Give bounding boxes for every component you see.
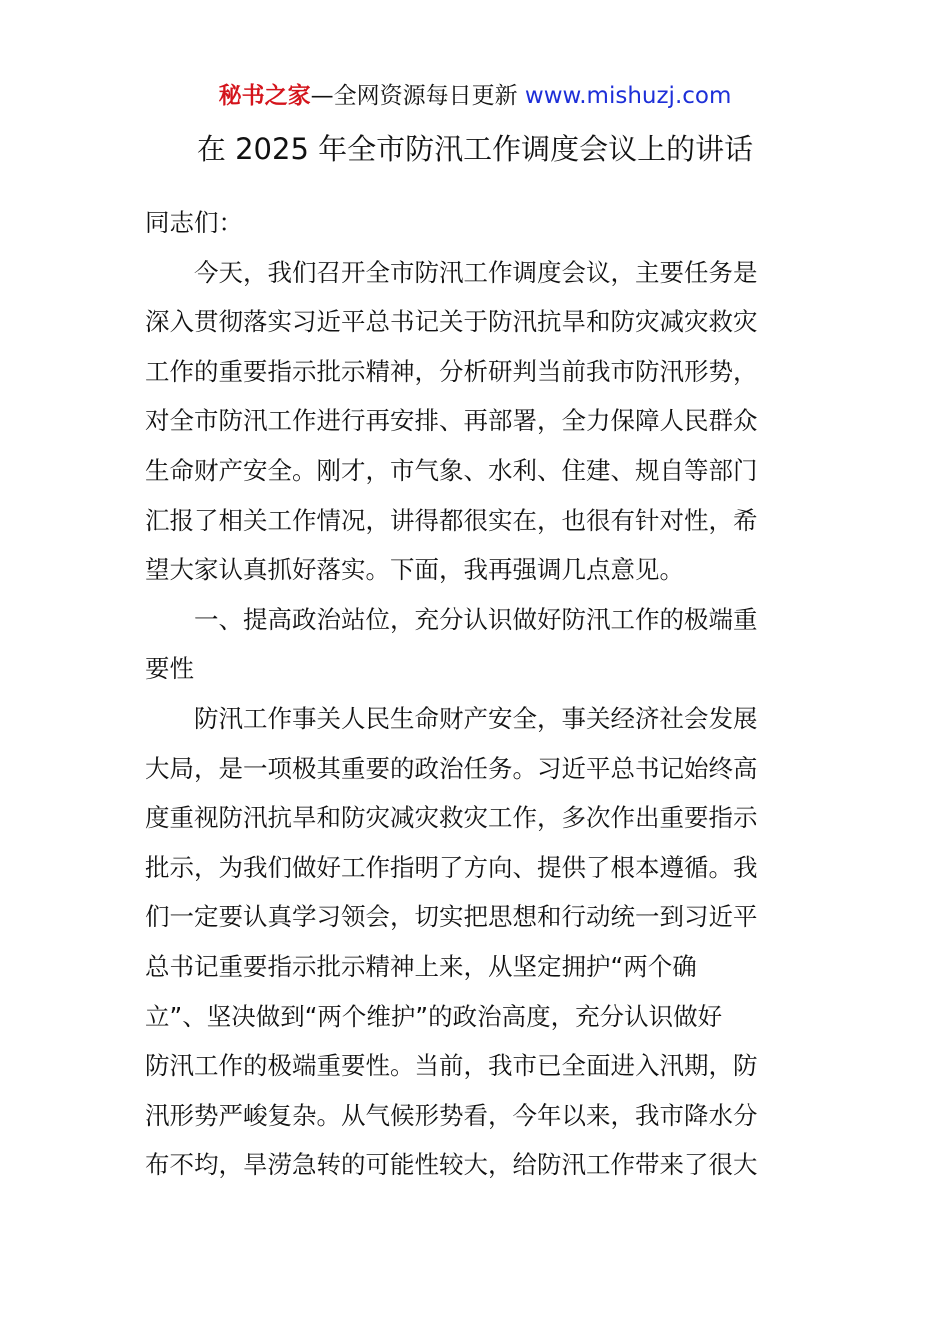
salutation: 同志们： [145,208,243,237]
site-header-banner [0,76,950,116]
paragraph-line: 深入贯彻落实习近平总书记关于防汛抗旱和防灾减灾救灾 [145,307,758,337]
paragraph-line: 立”、坚决做到“两个维护”的政治高度，充分认识做好 [145,1001,723,1031]
paragraph-line: 汛形势严峻复杂。从气候形势看，今年以来，我市降水分 [145,1100,758,1130]
paragraph-line: 度重视防汛抗旱和防灾减灾救灾工作，多次作出重要指示 [145,803,758,833]
paragraph-line: 望大家认真抓好落实。下面，我再强调几点意见。 [145,555,684,585]
paragraph-line: 布不均，旱涝急转的可能性较大，给防汛工作带来了很大 [145,1150,758,1180]
document-body [145,198,815,1190]
paragraph-line: 防汛工作事关人民生命财产安全，事关经济社会发展 [194,703,758,733]
section-heading-line: 要性 [145,654,194,684]
document-title: 在 2025 年全市防汛工作调度会议上的讲话 [196,132,754,166]
paragraph-line: 生命财产安全。刚才，市气象、水利、住建、规自等部门 [145,455,758,485]
paragraph-line: 对全市防汛工作进行再安排、再部署，全力保障人民群众 [145,406,758,436]
site-url-link[interactable]: www.mishuzj.com [524,83,732,109]
section-heading-line: 一、提高政治站位，充分认识做好防汛工作的极端重 [194,604,758,634]
paragraph-line: 总书记重要指示批示精神上来，从坚定拥护“两个确 [145,951,697,981]
paragraph-line: 们一定要认真学习领会，切实把思想和行动统一到习近平 [145,902,758,932]
paragraph-line: 批示，为我们做好工作指明了方向、提供了根本遵循。我 [145,852,758,882]
paragraph-line: 大局，是一项极其重要的政治任务。习近平总书记始终高 [145,753,758,783]
paragraph-line: 今天，我们召开全市防汛工作调度会议，主要任务是 [194,257,758,287]
brand-name: 秘书之家 [218,83,311,109]
paragraph-line: 工作的重要指示批示精神，分析研判当前我市防汛形势， [145,356,758,386]
paragraph-line: 汇报了相关工作情况，讲得都很实在，也很有针对性，希 [145,505,758,535]
header-tagline: —全网资源每日更新 [310,83,525,109]
paragraph-line: 防汛工作的极端重要性。当前，我市已全面进入汛期，防 [145,1051,758,1081]
